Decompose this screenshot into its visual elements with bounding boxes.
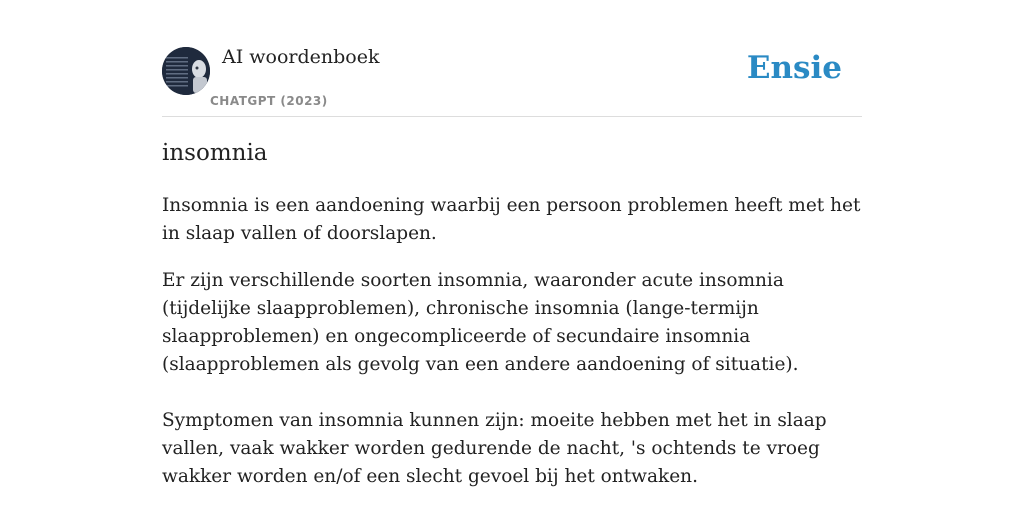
entry-title: insomnia [162,140,268,166]
brand-logo[interactable]: Ensie [746,50,842,86]
entry-paragraph: Symptomen van insomnia kunnen zijn: moeite hebben met het in slaap vallen, vaak wakker worden gedurende de nacht, 's ochtends te vroeg wakker worden en/of een slecht gevoel bij het ontwaken. [162,410,827,487]
robot-avatar-icon[interactable] [162,47,210,95]
entry-content [162,192,864,491]
source-name[interactable]: AI woordenboek [222,46,380,68]
header [162,0,862,117]
source-subtitle: CHATGPT (2023) [210,94,328,108]
entry-paragraph: Insomnia is een aandoening waarbij een persoon problemen heeft met het in slaap vallen of doorslapen. [162,195,861,244]
entry-paragraph: Er zijn verschillende soorten insomnia, waaronder acute insomnia (tijdelijke slaapproblemen), chronische insomnia (lange-termijn slaapproblemen) en ongecompliceerde of secundaire insomnia (slaapproblemen als gevolg van een andere aandoening of situatie). [162,270,799,375]
page [162,0,862,512]
